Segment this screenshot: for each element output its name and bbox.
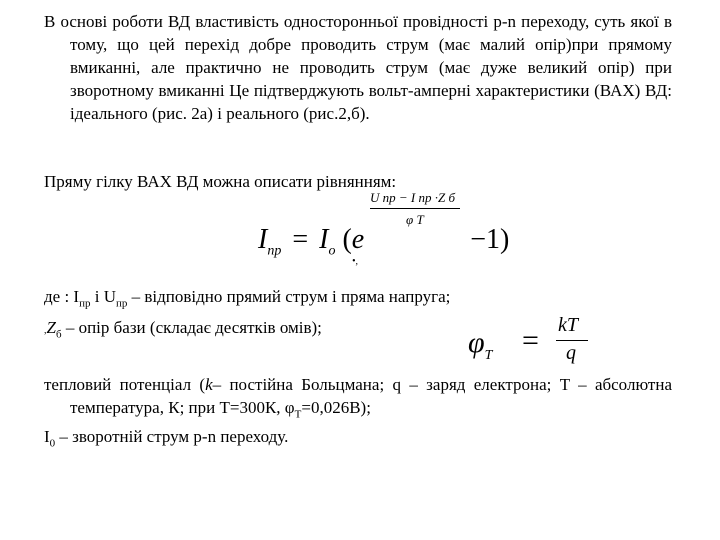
paragraph-thermal-potential: тепловий потенціал (k– постійна Больцмана; q – заряд електрона; T – абсолютна температура, К; при T=300К, $\varphi_T=0,026В$); [44,375,672,421]
fraction-numerator: kT [558,314,578,336]
equation-main-line: $I_{пр} = I_о$ (e −1) [258,224,510,259]
paragraph-reverse-current: $I_0$ – зворотній струм p-n переходу. [44,427,289,450]
diode-equation [258,190,518,268]
paragraph-definitions-current-voltage: де : $I_{пр}$ і $U_{пр}$ – відповідно прямий струм і пряма напруга; [44,287,451,310]
paragraph-forward-branch: Пряму гілку ВАХ ВД можна описати рівнянням: [44,172,397,191]
exponent-numerator: U пр − I пр ·Z б [370,190,456,205]
fraction-line [556,340,588,341]
exponent-fraction-line [370,208,460,209]
ink-mark: •, [352,256,359,267]
phi-symbol: $\varphi_T$ [468,326,493,363]
exponent-denominator: φ T [406,212,424,227]
paragraph-base-resistance: $,Z_б$ – опір бази (складає десятків омів); [44,318,322,341]
fraction-denominator: q [566,342,576,364]
thermal-potential-formula [468,312,598,368]
paragraph-intro: В основі роботи ВД властивість односторонньої провідності p-n переходу, суть якої в тому, що цей перехід добре проводить струм (має малий опір)при прямому вмиканні, але практично не проводить струм (має дуже великий опір) при зворотному вмиканні Це підтверджують вольт-амперні характеристики (ВАХ) ВД: ідеального (рис. 2а) і реального (рис.2,б). [44,12,672,123]
equals-sign: = [522,324,539,357]
